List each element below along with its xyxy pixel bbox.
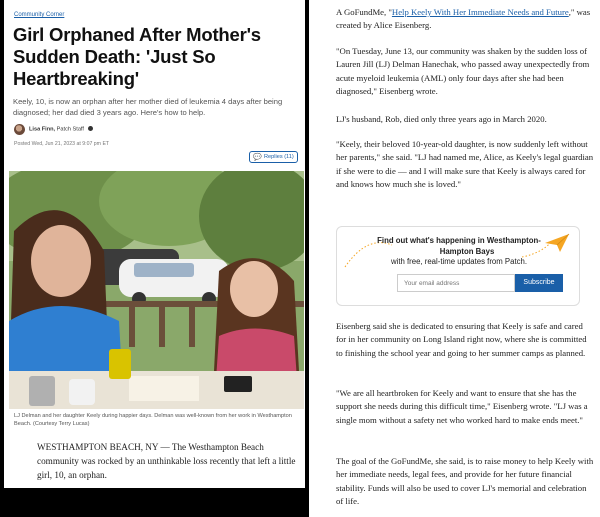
paragraph-7: The goal of the GoFundMe, she said, is to raise money to help Keely with her immediate needs, legal fees, and provide for her future financial stability. Funds will also be used to cover LJ's memorial and celebration of life. xyxy=(336,456,594,507)
verified-icon xyxy=(88,126,93,131)
posted-timestamp: Posted Wed, Jun 21, 2023 at 9:07 pm ET xyxy=(14,141,110,147)
newsletter-signup xyxy=(336,226,580,306)
article-photo[interactable] xyxy=(9,171,304,409)
paragraph-2: "On Tuesday, June 13, our community was shaken by the sudden loss of Lauren Jill (LJ) Delman Hanechak, who passed away unexpectedly from acute myeloid leukemia (AML) only four days after she had been diagnosed," Eisenberg wrote. xyxy=(336,46,590,97)
byline xyxy=(29,126,93,133)
comment-icon: 💬 xyxy=(253,153,262,161)
newsletter-line-2: Hampton Bays xyxy=(439,246,495,256)
photo-illustration xyxy=(9,171,304,409)
paragraph-6: "We are all heartbroken for Keely and want to ensure that she has the support she needs during this difficult time," Eisenberg wrote. "LJ was a single mom without a safety net who worked hard to make ends meet." xyxy=(336,388,588,425)
paragraph-5: Eisenberg said she is dedicated to ensuring that Keely is safe and cared for in her community on Long Island right now, where she is committed to finishing the school year and going to her summer camps as planned. xyxy=(336,321,587,358)
article-left-panel xyxy=(4,0,305,488)
article-lead: WESTHAMPTON BEACH, NY — The Westhampton Beach community was rocked by an unthinkable loss recently that left a little girl, 10, an orphan. xyxy=(37,442,296,480)
newsletter-line-3: with free, real-time updates from Patch. xyxy=(390,257,528,266)
paragraph-4: "Keely, their beloved 10-year-old daughter, is now suddenly left without her parents," she said. "LJ had named me, Alice, as Keely's legal guardian if she were to die — and I will make sure that Keely is always cared for and knows how much she is loved." xyxy=(336,139,594,190)
paragraph-text: ," was created by Alice Eisenberg. xyxy=(336,7,591,31)
newsletter-line-1: Find out what's happening in Westhampton- xyxy=(377,236,541,245)
headline: Girl Orphaned After Mother's Sudden Death: 'Just So Heartbreaking' xyxy=(13,24,261,89)
paragraph-gofundme xyxy=(336,6,594,33)
author-name[interactable]: Lisa Finn, xyxy=(29,126,56,133)
email-input[interactable] xyxy=(397,274,515,292)
paragraph-text: A GoFundMe, " xyxy=(336,7,392,17)
author-avatar[interactable] xyxy=(14,124,25,135)
article-dek: Keely, 10, is now an orphan after her mother died of leukemia 4 days after being diagnosed; her dad died 3 years ago. Here's how to help. xyxy=(13,97,283,117)
subscribe-button[interactable]: Subscribe xyxy=(515,274,563,292)
gofundme-link[interactable]: Help Keely With Her Immediate Needs and Future xyxy=(391,7,569,17)
author-role: Patch Staff xyxy=(56,126,84,133)
replies-button[interactable] xyxy=(249,151,298,163)
newsletter-text xyxy=(337,236,581,268)
category-link[interactable]: Community Corner xyxy=(14,12,65,18)
article-right-panel xyxy=(309,0,600,517)
paragraph-3: LJ's husband, Rob, died only three years ago in March 2020. xyxy=(336,114,547,124)
photo-caption: LJ Delman and her daughter Keely during happier days. Delman was well-known from her work in Westhampton Beach. (Courtesy Terry Lucas) xyxy=(14,413,292,427)
replies-label: Replies (11) xyxy=(263,154,294,160)
